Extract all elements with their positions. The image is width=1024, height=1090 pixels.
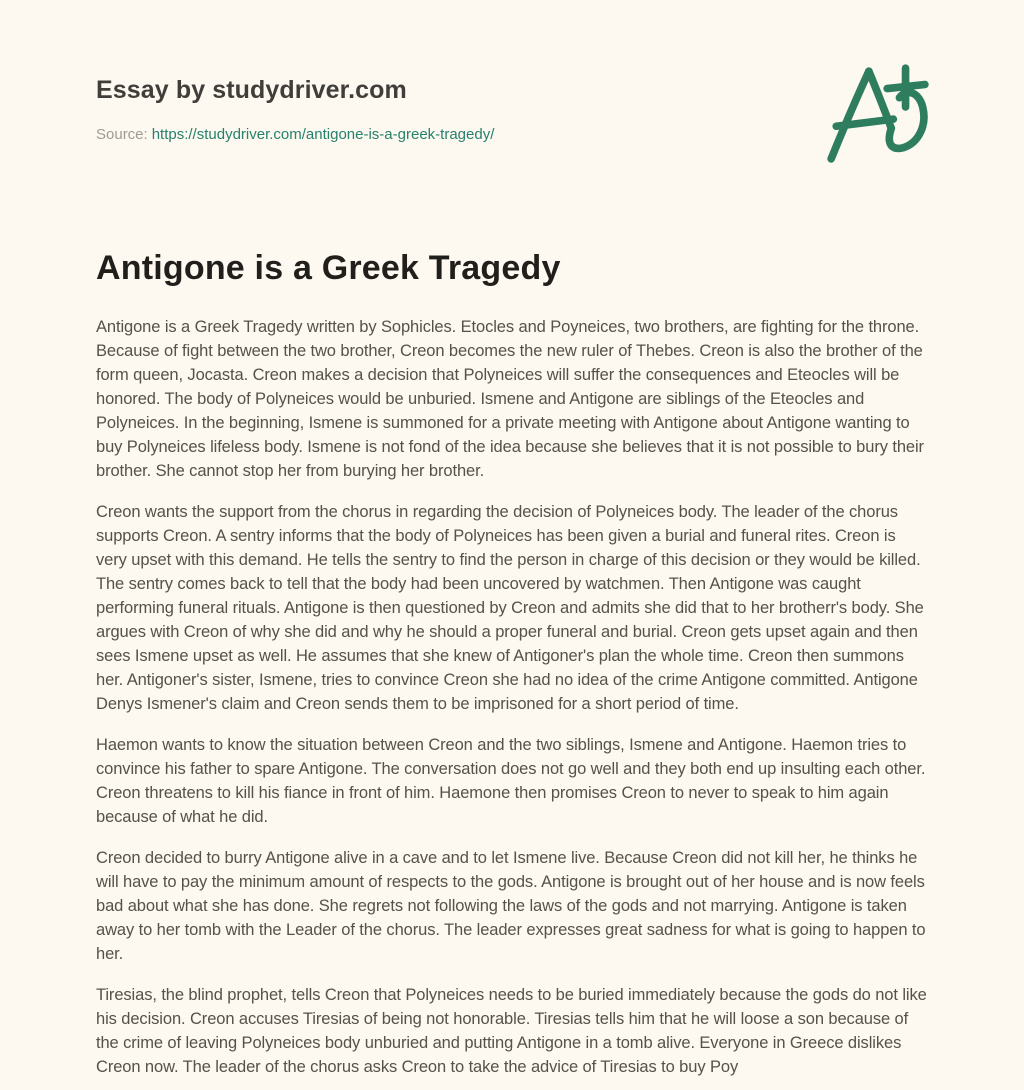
site-header-title: Essay by studydriver.com: [96, 76, 407, 104]
essay-body: [96, 315, 930, 1090]
essay-paragraph: Creon decided to burry Antigone alive in a cave and to let Ismene live. Because Creon did not kill her, he thinks he will have to pay the minimum amount of respects to the gods. Antigone is brought out of her house and is now feels bad about what she has done. She regrets not following the laws of the gods and not marrying. Antigone is taken away to her tomb with the Leader of the chorus. The leader expresses great sadness for what is going to happen to her.: [96, 849, 926, 963]
essay-title: Antigone is a Greek Tragedy: [96, 249, 561, 287]
source-label: Source:: [96, 126, 148, 143]
essay-paragraph: Creon wants the support from the chorus in regarding the decision of Polyneices body. The leader of the chorus supports Creon. A sentry informs that the body of Polyneices has been given a burial and funeral rites. Creon is very upset with this demand. He tells the sentry to find the person in charge of this decision or they would be killed. The sentry comes back to tell that the body had been uncovered by watchmen. Then Antigone was caught performing funeral rituals. Antigone is then questioned by Creon and admits she did that to her brotherr's body. She argues with Creon of why she did and why he should a proper funeral and burial. Creon gets upset again and then sees Ismene upset as well. He assumes that she knew of Antigoner's plan the whole time. Creon then summons her. Antigoner's sister, Ismene, tries to convince Creon she had no idea of the crime Antigone committed. Antigone Denys Ismener's claim and Creon sends them to be imprisoned for a short period of time.: [96, 503, 924, 713]
essay-paragraph: Tiresias, the blind prophet, tells Creon that Polyneices needs to be buried immediately because the gods do not like his decision. Creon accuses Tiresias of being not honorable. Tiresias tells him that he will loose a son because of the crime of leaving Polyneices body unburied and putting Antigone in a tomb alive. Everyone in Greece dislikes Creon now. The leader of the chorus asks Creon to take the advice of Tiresias to buy Poy: [96, 986, 927, 1076]
studydriver-a-plus-logo-icon: [822, 58, 930, 166]
page-header: [96, 76, 796, 143]
source-line: [96, 126, 796, 143]
essay-paragraph: Haemon wants to know the situation between Creon and the two siblings, Ismene and Antigone. Haemon tries to convince his father to spare Antigone. The conversation does not go well and they both end up insulting each other. Creon threatens to kill his fiance in front of him. Haemone then promises Creon to never to speak to him again because of what he did.: [96, 736, 926, 826]
essay-paragraph: Antigone is a Greek Tragedy written by Sophicles. Etocles and Poyneices, two brothers, are fighting for the throne. Because of fight between the two brother, Creon becomes the new ruler of Thebes. Creon is also the brother of the form queen, Jocasta. Creon makes a decision that Polyneices will suffer the consequences and Eteocles will be honored. The body of Polyneices would be unburied. Ismene and Antigone are siblings of the Eteocles and Polyneices. In the beginning, Ismene is summoned for a private meeting with Antigone about Antigone wanting to buy Polyneices lifeless body. Ismene is not fond of the idea because she believes that it is not possible to bury their brother. She cannot stop her from burying her brother.: [96, 318, 924, 480]
source-link[interactable]: https://studydriver.com/antigone-is-a-greek-tragedy/: [151, 126, 495, 143]
